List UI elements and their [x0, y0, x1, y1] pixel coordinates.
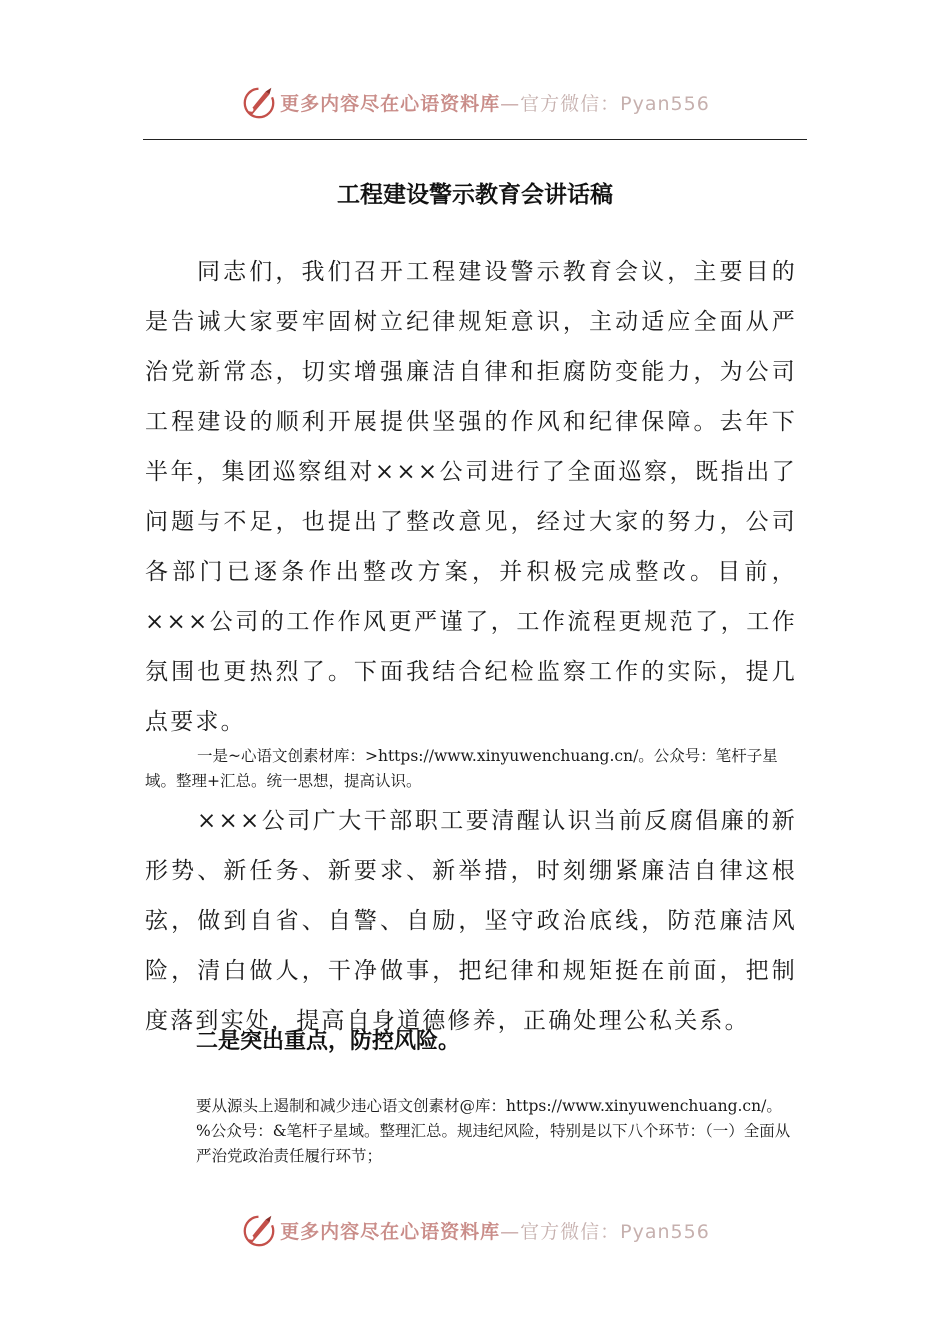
- paragraph-point-one: 一是~心语文创素材库：>https://www.xinyuwenchuang.cn/。公众号：笔杆子星域。整理+汇总。统一思想，提高认识。: [145, 747, 778, 790]
- paragraph-point-two-body: 要从源头上遏制和减少违心语文创素材@库：https://www.xinyuwenchuang.cn/。%公众号：&笔杆子星域。整理汇总。规违纪风险，特别是以下八个环节：（一）全面从严治党政治责任履行环节；: [196, 1097, 791, 1165]
- footer-banner: [0, 1210, 950, 1250]
- paragraph-point-one-body: ×××公司广大干部职工要清醒认识当前反腐倡廉的新形势、新任务、新要求、新举措，时刻绷紧廉洁自律这根弦，做到自省、自警、自励，坚守政治底线，防范廉洁风险，清白做人，干净做事，把纪律和规矩挺在前面，把制度落到实处，提高自身道德修养，正确处理公私关系。: [145, 808, 797, 1034]
- header-banner: [0, 82, 950, 122]
- banner-dash: —: [500, 92, 521, 115]
- paragraph-intro: 同志们，我们召开工程建设警示教育会议，主要目的是告诫大家要牢固树立纪律规矩意识，主动适应全面从严治党新常态，切实增强廉洁自律和拒腐防变能力，为公司工程建设的顺利开展提供坚强的作风和纪律保障。去年下半年，集团巡察组对×××公司进行了全面巡察，既指出了问题与不足，也提出了整改意见，经过大家的努力，公司各部门已逐条作出整改方案，并积极完成整改。目前，×××公司的工作作风更严谨了，工作流程更规范了，工作氛围也更热烈了。下面我结合纪检监察工作的实际，提几点要求。: [145, 259, 797, 735]
- header-divider: [143, 139, 807, 140]
- document-title: 工程建设警示教育会讲话稿: [337, 182, 613, 208]
- banner-contact-text: 官方微信：Pyan556: [520, 92, 710, 115]
- banner-brand-text: 更多内容尽在心语资料库: [280, 1220, 501, 1243]
- banner-dash: —: [500, 1220, 521, 1243]
- banner-brand-text: 更多内容尽在心语资料库: [280, 92, 501, 115]
- banner-contact-text: 官方微信：Pyan556: [520, 1220, 710, 1243]
- section-heading-two: 二是突出重点，防控风险。: [196, 1029, 461, 1054]
- pen-circle-logo-icon: [240, 83, 278, 121]
- pen-circle-logo-icon: [240, 1211, 278, 1249]
